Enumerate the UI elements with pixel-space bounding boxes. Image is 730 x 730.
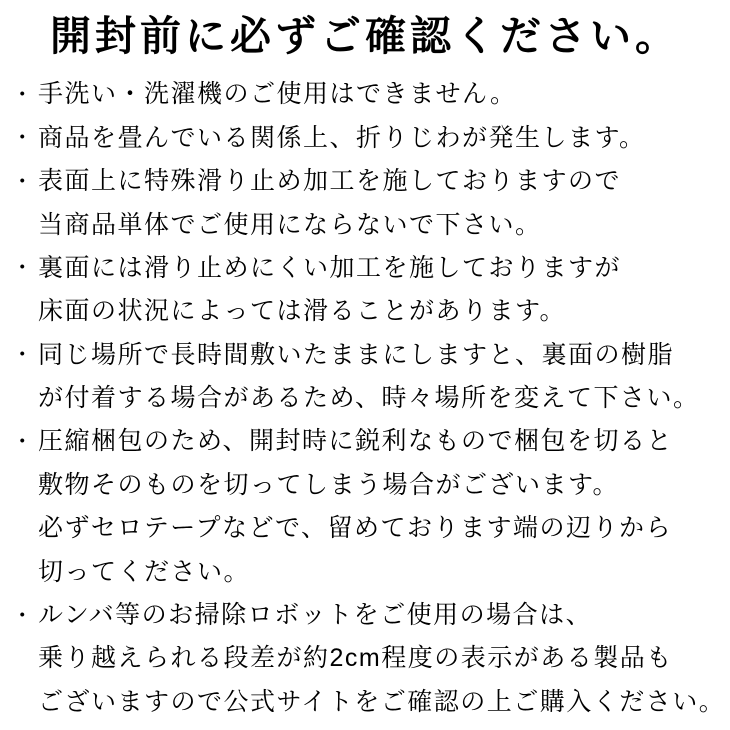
note-text: 乗り越えられる段差が約2cm程度の表示がある製品も: [38, 644, 673, 673]
bullet-marker: ・: [11, 168, 35, 194]
bullet-marker: ・: [11, 125, 35, 151]
note-text: 床面の状況によっては滑ることがあります。: [38, 297, 567, 326]
notes-list: [0, 73, 730, 724]
note-continuation-line: [0, 550, 730, 593]
bullet-marker: ・: [11, 81, 35, 107]
note-line: [0, 247, 730, 290]
note-line: [0, 333, 730, 376]
note-continuation-line: [0, 637, 730, 680]
note-continuation-line: [0, 681, 730, 724]
note-text: 切ってください。: [38, 557, 251, 586]
note-continuation-line: [0, 507, 730, 550]
note-continuation-line: [0, 377, 730, 420]
note-continuation-line: [0, 290, 730, 333]
note-text: 商品を畳んでいる関係上、折りじわが発生します。: [38, 123, 646, 152]
page-title: 開封前に必ずご確認ください。: [50, 13, 680, 59]
note-text: 同じ場所で長時間敷いたままにしますと、裏面の樹脂: [38, 340, 675, 369]
note-continuation-line: [0, 464, 730, 507]
note-text: ルンバ等のお掃除ロボットをご使用の場合は、: [38, 601, 593, 630]
note-line: [0, 117, 730, 160]
note-line: [0, 420, 730, 463]
note-text: 敷物そのものを切ってしまう場合がございます。: [38, 470, 620, 499]
note-text: 当商品単体でご使用にならないで下さい。: [38, 210, 542, 239]
note-line: [0, 594, 730, 637]
note-line: [0, 160, 730, 203]
note-continuation-line: [0, 203, 730, 246]
note-text: 表面上に特殊滑り止め加工を施しておりますので: [38, 167, 622, 196]
note-text: が付着する場合があるため、時々場所を変えて下さい。: [38, 384, 700, 413]
bullet-marker: ・: [11, 255, 35, 281]
note-text: 必ずセロテープなどで、留めております端の辺りから: [38, 514, 673, 543]
bullet-marker: ・: [11, 428, 35, 454]
note-text: 圧縮梱包のため、開封時に鋭利なもので梱包を切ると: [38, 427, 674, 456]
bullet-marker: ・: [11, 342, 35, 368]
note-line: [0, 73, 730, 116]
note-text: ございますので公式サイトをご確認の上ご購入ください。: [38, 687, 726, 716]
note-text: 裏面には滑り止めにくい加工を施しておりますが: [38, 253, 622, 282]
bullet-marker: ・: [11, 602, 35, 628]
note-text: 手洗い・洗濯機のご使用はできません。: [38, 80, 517, 109]
